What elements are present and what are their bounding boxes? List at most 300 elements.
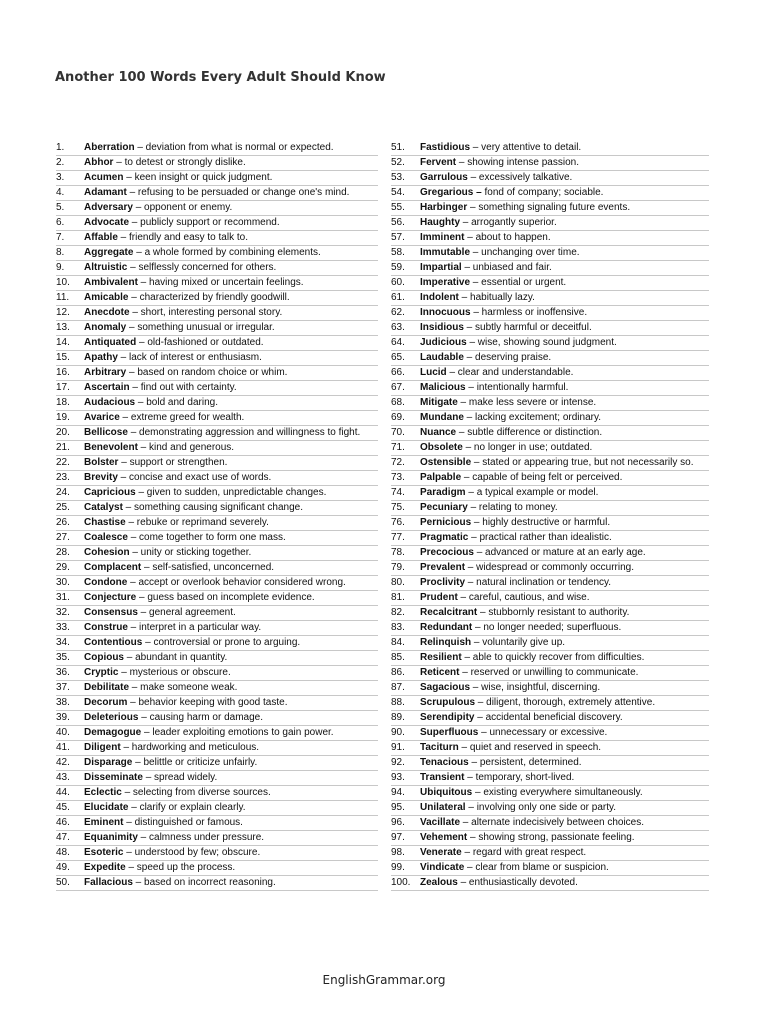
vocab-term: Mitigate (420, 397, 458, 408)
item-number: 46. (56, 817, 70, 828)
list-item (391, 681, 709, 696)
list-item (56, 801, 378, 816)
vocab-term: Resilient (420, 652, 462, 663)
vocab-definition: – make less severe or intense. (457, 397, 597, 408)
vocab-term: Vehement (420, 832, 468, 843)
item-number: 45. (56, 802, 70, 813)
vocab-definition: – rebuke or reprimand severely. (125, 517, 269, 528)
item-number: 26. (56, 517, 70, 528)
item-number: 47. (56, 832, 70, 843)
item-number: 20. (56, 427, 70, 438)
item-number: 73. (391, 472, 405, 483)
item-number: 70. (391, 427, 405, 438)
vocab-term: Capricious (84, 487, 136, 498)
vocab-definition: – interpret in a particular way. (127, 622, 262, 633)
list-item (391, 846, 709, 861)
vocab-term: Insidious (420, 322, 464, 333)
list-item (391, 606, 709, 621)
vocab-term: Decorum (84, 697, 128, 708)
vocab-definition: – wise, insightful, discerning. (470, 682, 601, 693)
item-number: 5. (56, 202, 65, 213)
word-list-right (391, 141, 709, 891)
list-item (56, 471, 378, 486)
vocab-definition: – stubbornly resistant to authority. (477, 607, 630, 618)
item-number: 42. (56, 757, 70, 768)
vocab-term: Imperative (420, 277, 471, 288)
vocab-term: Fallacious (84, 877, 133, 888)
item-number: 11. (56, 292, 70, 303)
vocab-term: Acumen (84, 172, 124, 183)
list-item (391, 486, 709, 501)
item-number: 64. (391, 337, 405, 348)
vocab-term: Antiquated (84, 337, 137, 348)
list-item (391, 831, 709, 846)
vocab-definition: fond of company; sociable. (481, 187, 604, 198)
list-item (56, 171, 378, 186)
list-item (391, 666, 709, 681)
vocab-term: Consensus (84, 607, 138, 618)
item-number: 10. (56, 277, 70, 288)
list-item (391, 546, 709, 561)
item-number: 71. (391, 442, 405, 453)
vocab-term: Ostensible (420, 457, 472, 468)
list-item (391, 786, 709, 801)
vocab-definition: – extreme greed for wealth. (119, 412, 245, 423)
item-number: 84. (391, 637, 405, 648)
item-number: 80. (391, 577, 405, 588)
item-number: 38. (56, 697, 70, 708)
vocab-term: Ambivalent (84, 277, 138, 288)
vocab-definition: – relating to money. (467, 502, 558, 513)
vocab-term: Garrulous (420, 172, 468, 183)
item-number: 86. (391, 667, 405, 678)
list-item (56, 291, 378, 306)
list-item (56, 141, 378, 156)
list-item (56, 546, 378, 561)
vocab-definition: – something causing significant change. (122, 502, 304, 513)
vocab-term: Laudable (420, 352, 464, 363)
item-number: 90. (391, 727, 405, 738)
vocab-definition: – guess based on incomplete evidence. (136, 592, 315, 603)
list-item (56, 411, 378, 426)
vocab-term: Vacillate (420, 817, 461, 828)
vocab-term: Fervent (420, 157, 457, 168)
vocab-definition: – understood by few; obscure. (123, 847, 261, 858)
vocab-definition: – friendly and easy to talk to. (117, 232, 248, 243)
list-item (391, 441, 709, 456)
item-number: 7. (56, 232, 65, 243)
vocab-term: Condone (84, 577, 128, 588)
vocab-term: Complacent (84, 562, 142, 573)
vocab-term: Affable (84, 232, 118, 243)
list-item (391, 321, 709, 336)
vocab-definition: – having mixed or uncertain feelings. (137, 277, 304, 288)
list-item (56, 576, 378, 591)
item-number: 16. (56, 367, 70, 378)
item-number: 77. (391, 532, 405, 543)
list-item (56, 276, 378, 291)
item-number: 9. (56, 262, 65, 273)
list-item (56, 621, 378, 636)
list-item (391, 411, 709, 426)
list-item (391, 426, 709, 441)
vocab-definition: – publicly support or recommend. (129, 217, 280, 228)
list-item (391, 636, 709, 651)
vocab-definition: – subtle difference or distinction. (456, 427, 603, 438)
vocab-definition: – selflessly concerned for others. (127, 262, 277, 273)
vocab-definition: – hardworking and meticulous. (120, 742, 260, 753)
vocab-definition: – unnecessary or excessive. (478, 727, 608, 738)
vocab-term: Taciturn (420, 742, 459, 753)
list-item (391, 456, 709, 471)
vocab-definition: – demonstrating aggression and willingness to fight. (127, 427, 361, 438)
list-item (391, 561, 709, 576)
vocab-definition: – accept or overlook behavior considered wrong. (127, 577, 346, 588)
vocab-term: Superfluous (420, 727, 479, 738)
list-item (56, 741, 378, 756)
item-number: 60. (391, 277, 405, 288)
list-item (391, 741, 709, 756)
vocab-term: Bolster (84, 457, 119, 468)
list-item (56, 201, 378, 216)
vocab-definition: – general agreement. (137, 607, 236, 618)
item-number: 18. (56, 397, 70, 408)
item-number: 76. (391, 517, 405, 528)
vocab-term: Venerate (420, 847, 462, 858)
list-item (391, 516, 709, 531)
list-item (391, 306, 709, 321)
item-number: 1. (56, 142, 65, 153)
item-number: 72. (391, 457, 405, 468)
vocab-term: Conjecture (84, 592, 137, 603)
list-item (391, 171, 709, 186)
vocab-term: Redundant (420, 622, 473, 633)
item-number: 53. (391, 172, 405, 183)
list-item (391, 531, 709, 546)
list-item (391, 261, 709, 276)
vocab-term: Apathy (84, 352, 118, 363)
vocab-term: Disparage (84, 757, 133, 768)
list-item (56, 561, 378, 576)
item-number: 87. (391, 682, 405, 693)
vocab-definition: – a whole formed by combining elements. (133, 247, 321, 258)
item-number: 44. (56, 787, 70, 798)
list-item (391, 276, 709, 291)
list-item (391, 381, 709, 396)
item-number: 82. (391, 607, 405, 618)
item-number: 12. (56, 307, 70, 318)
vocab-term: Benevolent (84, 442, 138, 453)
item-number: 4. (56, 187, 65, 198)
vocab-definition: – behavior keeping with good taste. (127, 697, 288, 708)
vocab-definition: – unchanging over time. (470, 247, 580, 258)
vocab-term: Indolent (420, 292, 459, 303)
item-number: 99. (391, 862, 405, 873)
vocab-term: Precocious (420, 547, 474, 558)
vocab-term: Altruistic (84, 262, 128, 273)
item-number: 25. (56, 502, 70, 513)
item-number: 95. (391, 802, 405, 813)
vocab-definition: – old-fashioned or outdated. (136, 337, 264, 348)
vocab-term: Innocuous (420, 307, 471, 318)
item-number: 69. (391, 412, 405, 423)
item-number: 22. (56, 457, 70, 468)
vocab-term: Audacious (84, 397, 136, 408)
list-item (56, 381, 378, 396)
list-item (56, 786, 378, 801)
item-number: 33. (56, 622, 70, 633)
list-item (391, 351, 709, 366)
item-number: 29. (56, 562, 70, 573)
vocab-term: Gregarious – (420, 187, 482, 198)
list-item (391, 156, 709, 171)
list-item (56, 396, 378, 411)
item-number: 67. (391, 382, 405, 393)
vocab-term: Eclectic (84, 787, 122, 798)
vocab-definition: – showing strong, passionate feeling. (467, 832, 635, 843)
item-number: 66. (391, 367, 405, 378)
list-item (391, 201, 709, 216)
vocab-term: Pernicious (420, 517, 472, 528)
vocab-definition: – mysterious or obscure. (118, 667, 231, 678)
item-number: 2. (56, 157, 65, 168)
list-item (391, 621, 709, 636)
list-item (56, 681, 378, 696)
list-item (56, 591, 378, 606)
list-item (56, 861, 378, 876)
list-item (56, 501, 378, 516)
item-number: 88. (391, 697, 405, 708)
vocab-definition: – habitually lazy. (458, 292, 535, 303)
item-number: 13. (56, 322, 70, 333)
vocab-term: Obsolete (420, 442, 463, 453)
vocab-definition: – find out with certainty. (129, 382, 237, 393)
vocab-definition: – persistent, determined. (468, 757, 582, 768)
vocab-term: Amicable (84, 292, 129, 303)
vocab-term: Tenacious (420, 757, 469, 768)
item-number: 34. (56, 637, 70, 648)
vocab-definition: – highly destructive or harmful. (471, 517, 611, 528)
vocab-term: Equanimity (84, 832, 138, 843)
item-number: 17. (56, 382, 70, 393)
vocab-term: Adversary (84, 202, 133, 213)
list-item (391, 246, 709, 261)
list-item (391, 231, 709, 246)
vocab-definition: – lack of interest or enthusiasm. (117, 352, 262, 363)
vocab-definition: – refusing to be persuaded or change one's mind. (126, 187, 350, 198)
item-number: 40. (56, 727, 70, 738)
vocab-definition: – stated or appearing true, but not necessarily so. (471, 457, 694, 468)
vocab-term: Nuance (420, 427, 457, 438)
item-number: 55. (391, 202, 405, 213)
item-number: 28. (56, 547, 70, 558)
vocab-term: Unilateral (420, 802, 466, 813)
vocab-definition: – bold and daring. (135, 397, 218, 408)
vocab-term: Immutable (420, 247, 471, 258)
vocab-definition: – excessively talkative. (467, 172, 573, 183)
item-number: 3. (56, 172, 65, 183)
vocab-term: Coalesce (84, 532, 128, 543)
item-number: 6. (56, 217, 65, 228)
list-item (56, 531, 378, 546)
vocab-definition: – something signaling future events. (467, 202, 631, 213)
list-item (391, 336, 709, 351)
list-item (56, 636, 378, 651)
item-number: 27. (56, 532, 70, 543)
item-number: 96. (391, 817, 405, 828)
vocab-term: Lucid (420, 367, 447, 378)
list-item (56, 696, 378, 711)
list-item (391, 291, 709, 306)
vocab-definition: – a typical example or model. (465, 487, 599, 498)
vocab-term: Disseminate (84, 772, 143, 783)
vocab-term: Eminent (84, 817, 124, 828)
vocab-term: Proclivity (420, 577, 466, 588)
list-item (56, 156, 378, 171)
item-number: 63. (391, 322, 405, 333)
vocab-term: Abhor (84, 157, 114, 168)
list-item (56, 486, 378, 501)
vocab-term: Impartial (420, 262, 462, 273)
vocab-term: Vindicate (420, 862, 465, 873)
item-number: 75. (391, 502, 405, 513)
item-number: 30. (56, 577, 70, 588)
item-number: 78. (391, 547, 405, 558)
list-item (391, 801, 709, 816)
vocab-term: Aggregate (84, 247, 134, 258)
item-number: 97. (391, 832, 405, 843)
vocab-definition: – support or strengthen. (118, 457, 228, 468)
item-number: 36. (56, 667, 70, 678)
vocab-term: Brevity (84, 472, 118, 483)
list-item (56, 366, 378, 381)
list-item (391, 726, 709, 741)
vocab-definition: – widespread or commonly occurring. (465, 562, 634, 573)
vocab-definition: – involving only one side or party. (465, 802, 617, 813)
vocab-definition: – lacking excitement; ordinary. (463, 412, 601, 423)
list-item (391, 771, 709, 786)
vocab-definition: – keen insight or quick judgment. (123, 172, 273, 183)
item-number: 8. (56, 247, 65, 258)
vocab-term: Reticent (420, 667, 460, 678)
vocab-definition: – no longer needed; superfluous. (472, 622, 622, 633)
item-number: 19. (56, 412, 70, 423)
vocab-definition: – showing intense passion. (456, 157, 579, 168)
vocab-definition: – capable of being felt or perceived. (461, 472, 623, 483)
vocab-term: Judicious (420, 337, 467, 348)
vocab-definition: – advanced or mature at an early age. (473, 547, 646, 558)
list-item (391, 366, 709, 381)
vocab-term: Paradigm (420, 487, 466, 498)
list-item (56, 216, 378, 231)
list-item (391, 696, 709, 711)
vocab-definition: – distinguished or famous. (123, 817, 243, 828)
list-item (391, 711, 709, 726)
item-number: 92. (391, 757, 405, 768)
item-number: 35. (56, 652, 70, 663)
item-number: 79. (391, 562, 405, 573)
vocab-term: Adamant (84, 187, 127, 198)
item-number: 98. (391, 847, 405, 858)
vocab-definition: – abundant in quantity. (124, 652, 228, 663)
vocab-definition: – accidental beneficial discovery. (474, 712, 623, 723)
vocab-definition: – about to happen. (464, 232, 551, 243)
vocab-term: Deleterious (84, 712, 139, 723)
vocab-term: Mundane (420, 412, 464, 423)
vocab-term: Demagogue (84, 727, 142, 738)
vocab-definition: – arrogantly superior. (460, 217, 557, 228)
item-number: 65. (391, 352, 405, 363)
list-item (56, 606, 378, 621)
vocab-term: Arbitrary (84, 367, 127, 378)
item-number: 83. (391, 622, 405, 633)
list-item (56, 666, 378, 681)
item-number: 89. (391, 712, 405, 723)
item-number: 14. (56, 337, 70, 348)
vocab-term: Catalyst (84, 502, 123, 513)
vocab-term: Imminent (420, 232, 465, 243)
item-number: 32. (56, 607, 70, 618)
item-number: 51. (391, 142, 405, 153)
item-number: 49. (56, 862, 70, 873)
list-item (56, 651, 378, 666)
vocab-definition: – concise and exact use of words. (117, 472, 272, 483)
list-item (56, 816, 378, 831)
item-number: 62. (391, 307, 405, 318)
list-item (391, 651, 709, 666)
list-item (56, 456, 378, 471)
item-number: 58. (391, 247, 405, 258)
item-number: 91. (391, 742, 405, 753)
list-item (56, 231, 378, 246)
item-number: 24. (56, 487, 70, 498)
vocab-definition: – very attentive to detail. (470, 142, 582, 153)
list-item (391, 501, 709, 516)
vocab-definition: – voluntarily give up. (471, 637, 566, 648)
vocab-term: Harbinger (420, 202, 468, 213)
item-number: 68. (391, 397, 405, 408)
list-item (56, 771, 378, 786)
list-item (56, 516, 378, 531)
vocab-term: Ascertain (84, 382, 130, 393)
list-item (56, 336, 378, 351)
list-item (391, 876, 709, 891)
list-item (391, 216, 709, 231)
list-item (56, 846, 378, 861)
item-number: 21. (56, 442, 70, 453)
page-title: Another 100 Words Every Adult Should Know (55, 70, 386, 85)
vocab-definition: – controversial or prone to arguing. (142, 637, 301, 648)
vocab-term: Malicious (420, 382, 466, 393)
list-item (56, 261, 378, 276)
vocab-term: Construe (84, 622, 128, 633)
vocab-definition: – clarify or explain clearly. (128, 802, 246, 813)
vocab-term: Prevalent (420, 562, 466, 573)
vocab-definition: – temporary, short-lived. (464, 772, 575, 783)
item-number: 74. (391, 487, 405, 498)
vocab-term: Transient (420, 772, 465, 783)
list-item (391, 141, 709, 156)
vocab-term: Palpable (420, 472, 462, 483)
vocab-definition: – calmness under pressure. (137, 832, 265, 843)
vocab-definition: – subtly harmful or deceitful. (463, 322, 592, 333)
vocab-term: Copious (84, 652, 124, 663)
vocab-term: Anomaly (84, 322, 127, 333)
item-number: 23. (56, 472, 70, 483)
item-number: 37. (56, 682, 70, 693)
list-item (56, 186, 378, 201)
vocab-definition: – characterized by friendly goodwill. (128, 292, 290, 303)
